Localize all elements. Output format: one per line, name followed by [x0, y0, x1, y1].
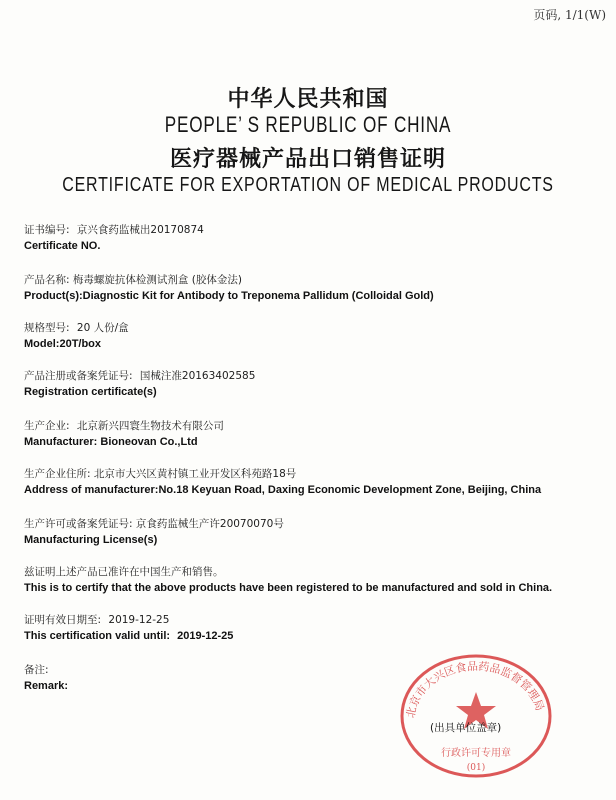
title-country-en: PEOPLE’ S REPUBLIC OF CHINA — [164, 112, 452, 137]
model-row-cn — [24, 320, 129, 335]
address-label-en: Address of manufacturer: — [24, 484, 159, 496]
validity-value-en: 2019-12-25 — [177, 630, 234, 642]
address-row-cn — [24, 466, 296, 481]
cert-no-label-en: Certificate NO. — [24, 240, 101, 252]
address-value-cn: 北京市大兴区黄村镇工业开发区科苑路18号 — [93, 468, 297, 480]
validity-label-cn: 证明有效日期至: — [24, 614, 102, 626]
cert-no-label-cn: 证书编号: — [24, 224, 70, 236]
license-value: 京食药监械生产许20070070号 — [135, 518, 284, 530]
address-value-en: No.18 Keyuan Road, Daxing Economic Development Zone, Beijing, China — [158, 484, 542, 496]
validity-value-cn: 2019-12-25 — [108, 614, 170, 626]
model-label-cn: 规格型号: — [24, 322, 70, 334]
product-row-cn — [24, 272, 242, 287]
license-label-en: Manufacturing License(s) — [24, 534, 158, 546]
product-value-cn: 梅毒螺旋抗体检测试剂盒 (胶体金法) — [72, 274, 242, 286]
address-label-cn: 生产企业住所: — [24, 468, 91, 480]
registration-value: 国械注准20163402585 — [139, 370, 256, 382]
manufacturer-label-cn: 生产企业: — [24, 420, 70, 432]
statement-en: This is to certify that the above products have been registered to be manufactured and sold in China. — [24, 582, 553, 594]
model-label-en: Model: — [24, 338, 60, 350]
registration-label-cn: 产品注册或备案凭证号: — [24, 370, 133, 382]
svg-text:北京市大兴区食品药品监督管理局: 北京市大兴区食品药品监督管理局 — [404, 659, 547, 719]
statement-cn: 兹证明上述产品已准许在中国生产和销售。 — [24, 566, 224, 578]
manufacturer-label-en: Manufacturer: — [24, 436, 98, 448]
product-label-cn: 产品名称: — [24, 274, 70, 286]
license-row-cn — [24, 516, 284, 531]
validity-row-cn — [24, 612, 169, 627]
registration-label-en: Registration certificate(s) — [24, 386, 157, 398]
cert-no-value: 京兴食药监械出20170874 — [76, 224, 204, 236]
model-row-en — [24, 338, 101, 350]
title-country-cn: 中华人民共和国 — [227, 86, 389, 112]
registration-row-cn — [24, 368, 255, 383]
manufacturer-row-cn — [24, 418, 224, 433]
address-row-en — [24, 484, 541, 496]
seal-note: (出具单位盖章) — [430, 722, 502, 734]
remark-label-cn: 备注: — [24, 664, 49, 676]
title-certificate-en: CERTIFICATE FOR EXPORTATION OF MEDICAL PRODUCTS — [62, 174, 554, 196]
manufacturer-row-en — [24, 436, 198, 448]
manufacturer-value-en: Bioneovan Co.,Ltd — [100, 436, 198, 448]
svg-text:行政许可专用章: 行政许可专用章 — [441, 748, 511, 759]
page-indicator: 页码, 1/1(W) — [533, 8, 606, 22]
official-seal — [398, 652, 554, 780]
model-value-cn: 20 人份/盒 — [76, 322, 129, 334]
model-value-en: 20T/box — [59, 338, 102, 350]
product-label-en: Product(s): — [24, 290, 83, 302]
svg-text:(01): (01) — [466, 763, 486, 773]
validity-label-en: This certification valid until: — [24, 630, 171, 642]
product-row-en — [24, 290, 434, 302]
manufacturer-value-cn: 北京新兴四寰生物技术有限公司 — [76, 420, 224, 432]
cert-no-row-cn — [24, 222, 204, 237]
title-certificate-cn: 医疗器械产品出口销售证明 — [169, 146, 446, 172]
product-value-en: Diagnostic Kit for Antibody to Treponema Pallidum (Colloidal Gold) — [82, 290, 434, 302]
validity-row-en — [24, 630, 233, 642]
remark-label-en: Remark: — [24, 680, 69, 692]
license-label-cn: 生产许可或备案凭证号: — [24, 518, 133, 530]
